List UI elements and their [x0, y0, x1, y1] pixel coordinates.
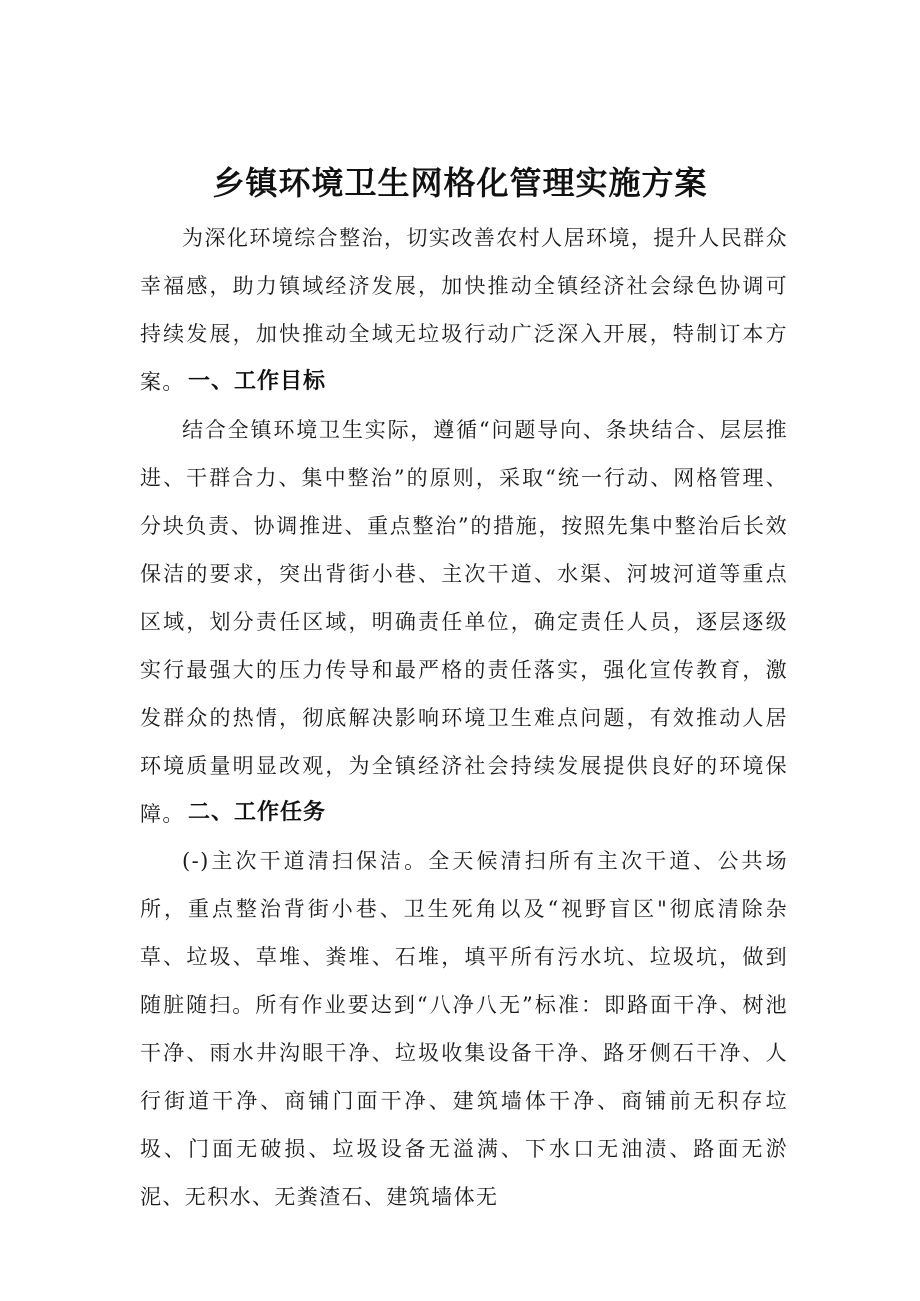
section-heading-goals: 一、工作目标: [188, 369, 327, 394]
section-paragraph-tasks: (-)主次干道清扫保洁。全天候清扫所有主次干道、公共场所，重点整治背街小巷、卫生死角以及“视野盲区"彻底清除杂草、垃圾、草堆、粪堆、石堆，填平所有污水坑、垃圾坑，做到随脏随扫。所有作业要达到“八净八无”标准：即路面干净、树池干净、雨水井沟眼干净、垃圾收集设备干净、路牙侧石干净、人行街道干净、商铺门面干净、建筑墙体干净、商铺前无积存垃圾、门面无破损、垃圾设备无溢满、下水口无油渍、路面无淤泥、无积水、无粪渣石、建筑墙体无: [140, 849, 788, 1209]
section-heading-tasks: 二、工作任务: [188, 800, 327, 825]
intro-paragraph: 为深化环境综合整治，切实改善农村人居环境，提升人民群众幸福感，助力镇域经济发展，加快推动全镇经济社会绿色协调可持续发展，加快推动全域无垃圾行动广泛深入开展，特制订本方案。: [140, 226, 788, 394]
document-title: 乡镇环境卫生网格化管理实施方案: [212, 164, 708, 203]
section-paragraph-goals: 结合全镇环境卫生实际，遵循“问题导向、条块结合、层层推进、干群合力、集中整治”的原则，采取“统一行动、网格管理、分块负责、协调推进、重点整治”的措施，按照先集中整治后长效保洁的要求，突出背街小巷、主次干道、水渠、河坡河道等重点区域，划分责任区域，明确责任单位，确定责任人员，逐层逐级实行最强大的压力传导和最严格的责任落实，强化宣传教育，激发群众的热情，彻底解决影响环境卫生难点问题，有效推动人居环境质量明显改观，为全镇经济社会持续发展提供良好的环境保障。: [140, 418, 788, 826]
